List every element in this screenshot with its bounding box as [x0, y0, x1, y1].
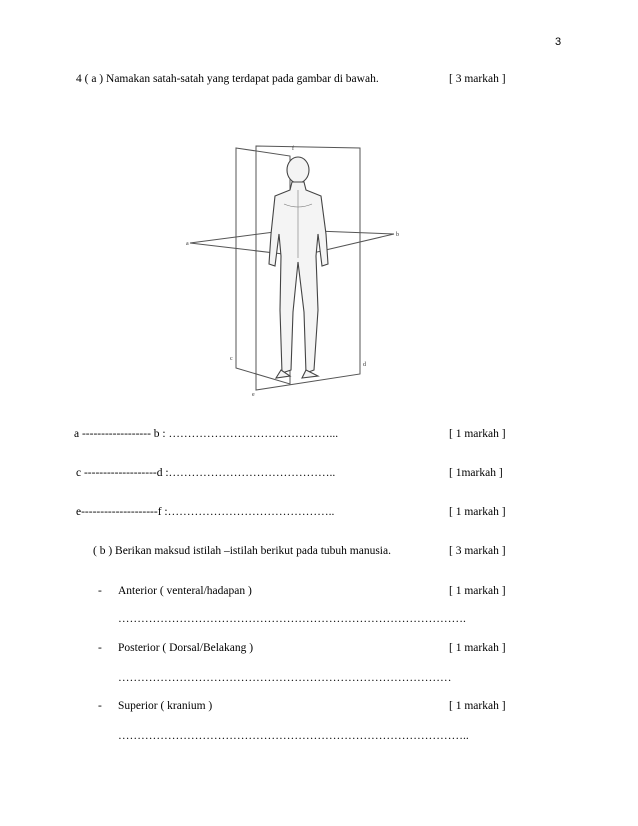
term-anterior: Anterior ( venteral/hadapan )	[118, 585, 252, 597]
term-posterior: Posterior ( Dorsal/Belakang )	[118, 642, 254, 654]
term-bullet: -	[98, 700, 102, 712]
answer-row-ef: e--------------------f :……………………………………..	[76, 506, 335, 518]
term-bullet: -	[98, 642, 102, 654]
term-bullet: -	[98, 585, 102, 597]
term-anterior-marks: [ 1 markah ]	[449, 585, 506, 597]
anatomical-planes-figure	[180, 138, 406, 400]
answer-line-superior: ………………………………………………………………………………..	[118, 730, 469, 742]
label-e: e	[252, 392, 255, 398]
answer-row-ef-marks: [ 1 markah ]	[449, 506, 506, 518]
label-f: f	[292, 146, 294, 152]
answer-row-cd: c -------------------d :……………………………………..	[76, 467, 336, 479]
human-figure	[269, 157, 328, 378]
question-4a-marks: [ 3 markah ]	[449, 73, 506, 85]
term-posterior-marks: [ 1 markah ]	[449, 642, 506, 654]
answer-row-ab: a ------------------ b : ……………………………………...	[74, 428, 339, 440]
term-superior: Superior ( kranium )	[118, 700, 213, 712]
answer-line-posterior: ……………………………………………………………………………	[118, 672, 452, 684]
answer-line-anterior: ……………………………………………………………………………….	[118, 613, 466, 625]
question-4b-text: ( b ) Berikan maksud istilah –istilah berikut pada tubuh manusia.	[93, 545, 391, 557]
label-b: b	[396, 232, 399, 238]
label-d: d	[363, 362, 366, 368]
label-a: a	[186, 241, 189, 247]
question-4a-text: 4 ( a ) Namakan satah-satah yang terdapat pada gambar di bawah.	[76, 73, 379, 85]
question-4b-marks: [ 3 markah ]	[449, 545, 506, 557]
label-c: c	[230, 356, 233, 362]
answer-row-cd-marks: [ 1markah ]	[449, 467, 503, 479]
planes-illustration	[180, 138, 406, 400]
answer-row-ab-marks: [ 1 markah ]	[449, 428, 506, 440]
term-superior-marks: [ 1 markah ]	[449, 700, 506, 712]
page-number: 3	[555, 36, 562, 48]
